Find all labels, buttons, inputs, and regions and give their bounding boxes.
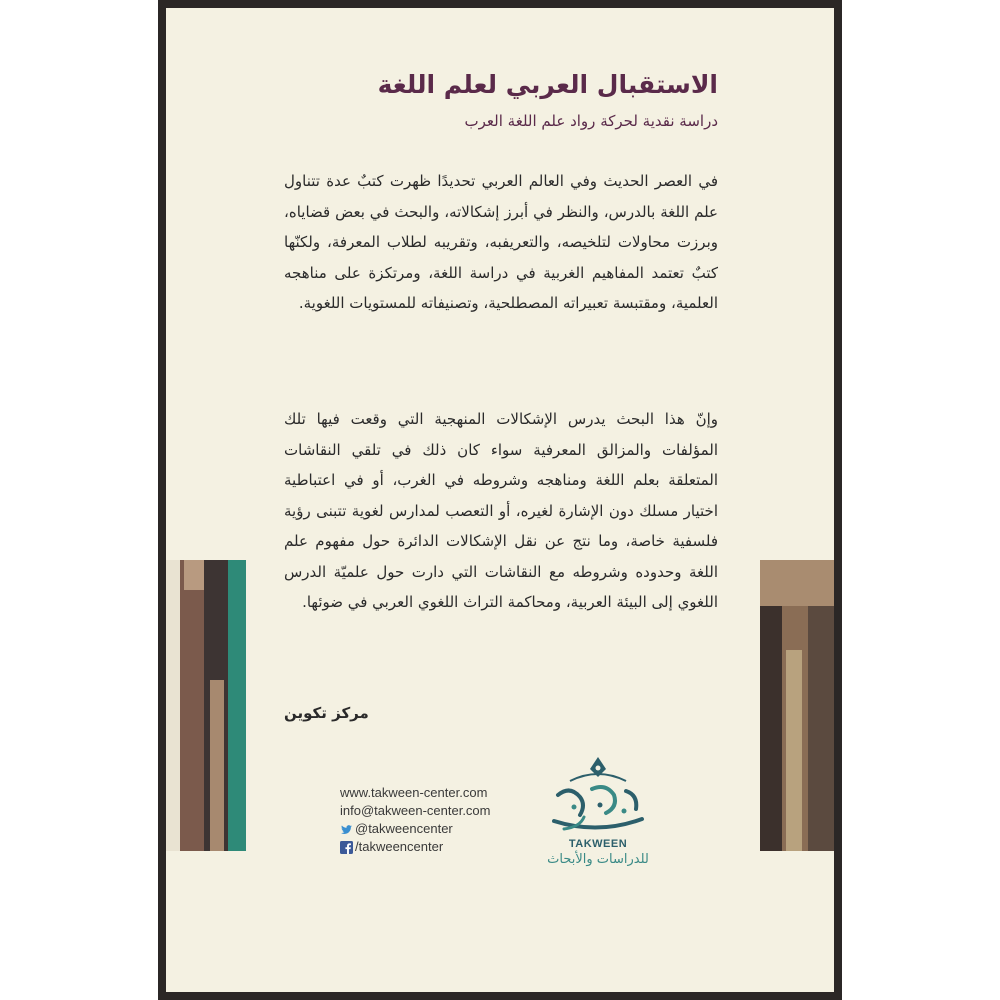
books-illustration-left [166,560,246,851]
spine [184,560,204,590]
books-illustration-right [760,560,834,851]
twitter-handle[interactable]: @takweencenter [355,821,453,836]
website-row[interactable] [340,784,540,802]
logo-wordmark: TAKWEEN [568,838,628,850]
description-paragraph: في العصر الحديث وفي العالم العربي تحديدًا ظهرت كتبٌ عدة تتناول علم اللغة بالدرس، والنظر في أبرز إشكالاته، والبحث في بعض قضاياه، وبرزت محاولات لتلخيصه، والتعريفبه، وتقريبه لطلاب المعرفة، ولكنّها كتبٌ تعتمد المفاهيم الغربية في دراسة اللغة، ومرتكزة على مناهجه العلمية، ومقتبسة تعبيراته المصطلحية، وتصنيفاته للمستويات اللغوية. [284,172,718,312]
book-subtitle: دراسة نقدية لحركة رواد علم اللغة العرب [464,112,718,130]
spine [228,560,246,851]
logo-tagline: للدراسات والأبحاث [547,852,649,867]
spine [180,560,204,851]
spine [166,560,180,851]
spine [210,680,224,851]
spine [760,560,834,606]
book-title: الاستقبال العربي لعلم اللغة [377,70,718,99]
email-row[interactable] [340,802,540,820]
facebook-icon [340,841,353,854]
contact-block [340,784,540,856]
spine [786,650,802,851]
facebook-handle[interactable]: /takweencenter [355,839,444,854]
twitter-icon [340,823,353,836]
facebook-row[interactable] [340,838,540,856]
description-paragraph: وإنّ هذا البحث يدرس الإشكالات المنهجية التي وقعت فيها تلك المؤلفات والمزالق المعرفية سواء كان ذلك في تلقي النقاشات المتعلقة بعلم اللغة ومناهجه وشروطه في الغرب، أو في اعتباطية اختيار مسلك دون الإشارة لغيره، أو التعصب لمدارس لغوية تتبنى رؤية فلسفية خاصة، وما نتج عن نقل الإشكالات الدائرة حول مفهوم علم اللغة وحدوده وشروطه مع النقاشات التي دارت حول علميّة الدرس اللغوي إلى البيئة العربية، ومحاكمة التراث اللغوي العربي في ضوئها. [284,410,718,611]
website-link[interactable]: www.takween-center.com [340,785,488,800]
email-link[interactable]: info@takween-center.com [340,803,491,818]
publisher-signature: مركز تكوين [284,704,369,722]
twitter-row[interactable] [340,820,540,838]
